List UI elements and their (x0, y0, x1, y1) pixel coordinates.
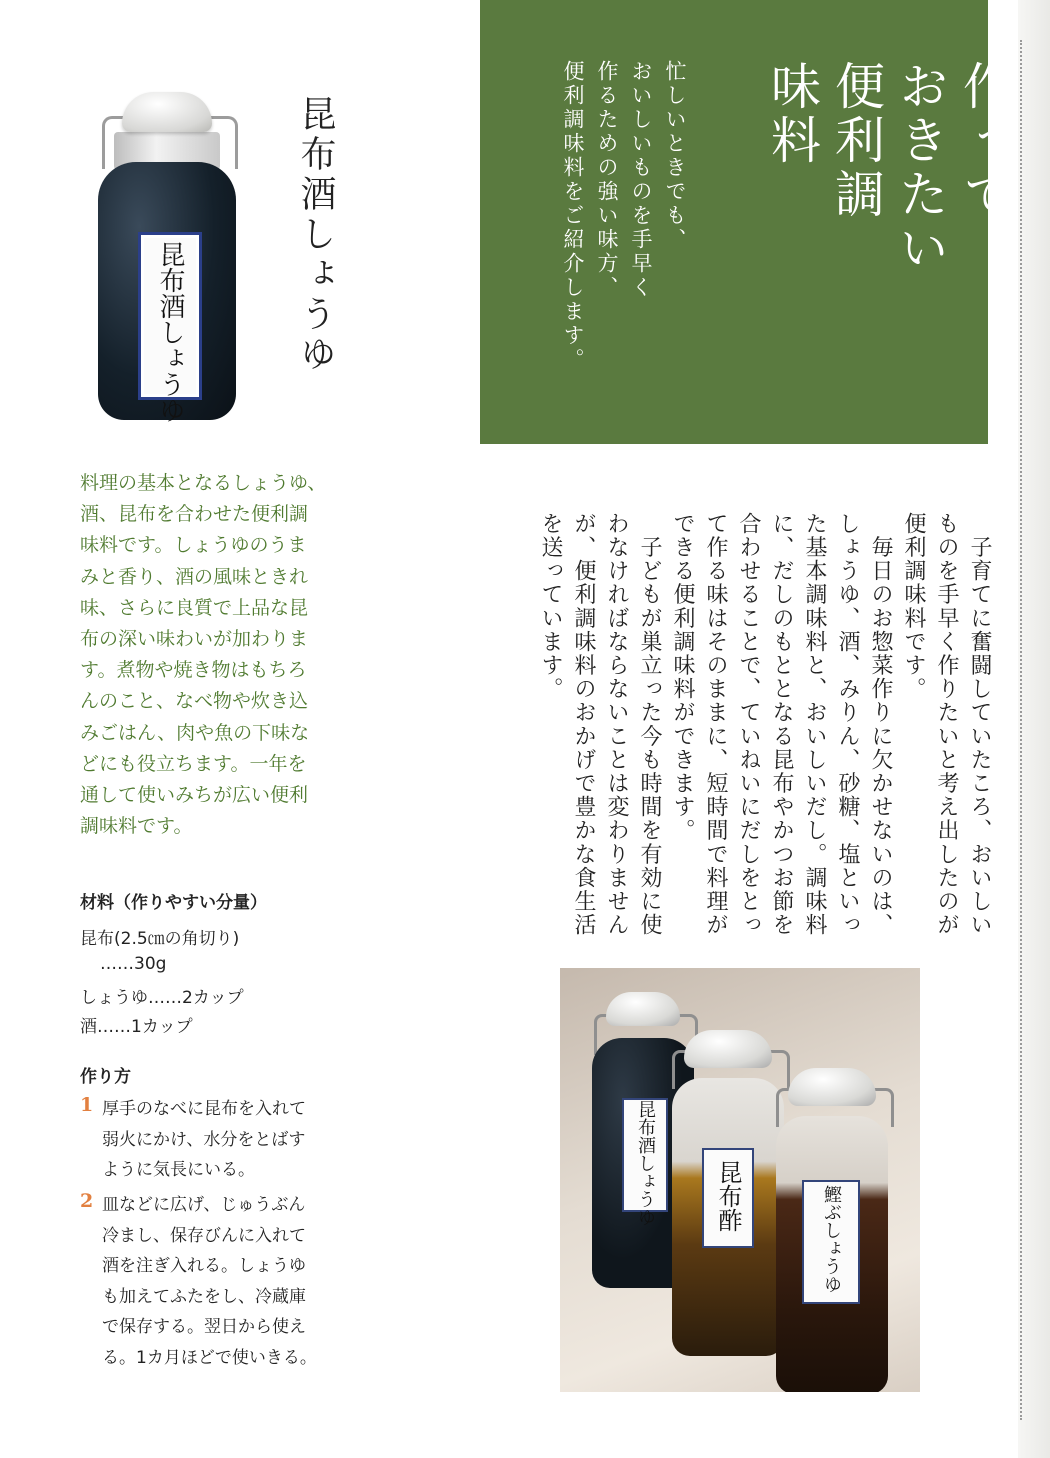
photo-bottle-brown (772, 1064, 892, 1392)
step-number: 1 (80, 1094, 94, 1116)
body-column: できる便利調味料ができます。 (670, 512, 695, 843)
photo-label-text: 昆布酒しょうゆ (635, 1100, 656, 1226)
recipe-description (80, 468, 370, 842)
photo-bottle-label (702, 1148, 754, 1248)
description-line: みごはん、肉や魚の下味な (80, 721, 310, 744)
bottle-label-text: 昆布酒しょうゆ (155, 241, 185, 423)
description-line: んのこと、なべ物や炊き込 (80, 690, 309, 713)
binding-perforation (1020, 40, 1024, 1420)
materials-heading: 材料（作りやすい分量） (80, 893, 267, 913)
photo-label-text: 鰹ぶしょうゆ (821, 1185, 842, 1293)
step-number: 2 (80, 1190, 94, 1212)
banner-title-line: おきたい (891, 60, 949, 276)
three-bottles-photo (560, 968, 920, 1392)
recipe-title: 昆布酒しょうゆ (295, 95, 336, 375)
body-column: 子育てに奮闘していたころ、おいしい (967, 512, 992, 937)
description-line: 料理の基本となるしょうゆ、 (80, 472, 327, 494)
step-line: ように気長にいる。 (102, 1160, 255, 1180)
body-column: 合わせることで、ていねいにだしをとっ (736, 512, 761, 937)
photo-bottle-cap (684, 1030, 772, 1068)
description-line: みと香り、酒の風味ときれ (80, 565, 309, 588)
step-line: 酒を注ぎ入れる。しょうゆ (102, 1256, 306, 1276)
method-heading: 作り方 (80, 1067, 131, 1087)
body-column: しょうゆ、酒、みりん、砂糖、塩といっ (835, 512, 860, 937)
photo-bottle-amber (668, 1026, 788, 1356)
banner-title (763, 60, 1013, 400)
step-line: で保存する。翌日から使え (102, 1317, 306, 1337)
step-line: 皿などに広げ、じゅうぶん (102, 1195, 306, 1215)
article-body (472, 512, 996, 942)
step-line: 弱火にかけ、水分をとばす (102, 1129, 306, 1150)
body-column: 毎日のお惣菜作りに欠かせないのは、 (868, 512, 893, 937)
description-line: 味料です。しょうゆのうま (80, 534, 307, 557)
photo-bottle-cap (788, 1068, 876, 1106)
body-column: 便利調味料です。 (901, 512, 926, 701)
material-item: 昆布(2.5㎝の角切り) (80, 929, 240, 949)
description-line: 味、さらに良質で上品な昆 (80, 596, 309, 619)
description-line: 酒、昆布を合わせた便利調 (80, 503, 309, 526)
step-line: 冷まし、保存びんに入れて (102, 1225, 306, 1246)
photo-bottle-label (622, 1098, 668, 1226)
body-column: 子どもが巣立った今も時間を有効に使 (637, 512, 662, 937)
bottle-photo (92, 92, 242, 422)
body-column: が、便利調味料のおかげで豊かな食生活 (571, 512, 596, 937)
material-item: しょうゆ……2カップ (80, 988, 244, 1008)
bottle-cap (122, 92, 212, 132)
description-line: す。煮物や焼き物はもちろ (80, 659, 307, 682)
banner-title-line: 便利調 (827, 60, 885, 222)
body-column: わなければならないことは変わりません (604, 512, 629, 937)
banner-lead-line: 忙しいときでも、 (663, 60, 687, 252)
description-line: 調味料です。 (80, 815, 193, 838)
step-text (102, 1094, 362, 1186)
description-line: 通して使いみちが広い便利 (80, 784, 309, 807)
body-column: て作る味はそのままに、短時間で料理が (703, 512, 728, 937)
description-line: 布の深い味わいが加わりま (80, 628, 309, 651)
body-column: ものを手早く作りたいと考え出したのが (934, 512, 959, 937)
banner-lead-text (530, 60, 690, 390)
step-text (102, 1190, 362, 1373)
bottle-label (138, 232, 202, 423)
photo-label-text: 昆布酢 (714, 1160, 742, 1232)
banner-title-line: 作って (955, 60, 1013, 222)
body-column: に、だしのもととなる昆布やかつお節を (769, 512, 794, 937)
body-column: た基本調味料と、おいしいだし。調味料 (802, 512, 827, 937)
description-line: どにも役立ちます。一年を (80, 752, 307, 775)
photo-bottle-cap (606, 992, 680, 1026)
step-line: 厚手のなべに昆布を入れて (102, 1099, 306, 1119)
photo-bottle-label (802, 1180, 860, 1304)
step-line: る。1カ月ほどで使いきる。 (102, 1347, 317, 1368)
step-line: も加えてふたをし、冷蔵庫 (102, 1286, 306, 1307)
body-column: を送っています。 (538, 512, 563, 701)
banner-lead-line: 作るための強い味方、 (595, 60, 619, 300)
banner-lead-line: おいしいものを手早く (629, 60, 653, 300)
material-item: 酒……1カップ (80, 1017, 193, 1037)
banner-lead-line: 便利調味料をご紹介します。 (561, 60, 585, 372)
material-item: ……30g (100, 954, 167, 974)
banner-title-line: 味料 (763, 60, 821, 168)
